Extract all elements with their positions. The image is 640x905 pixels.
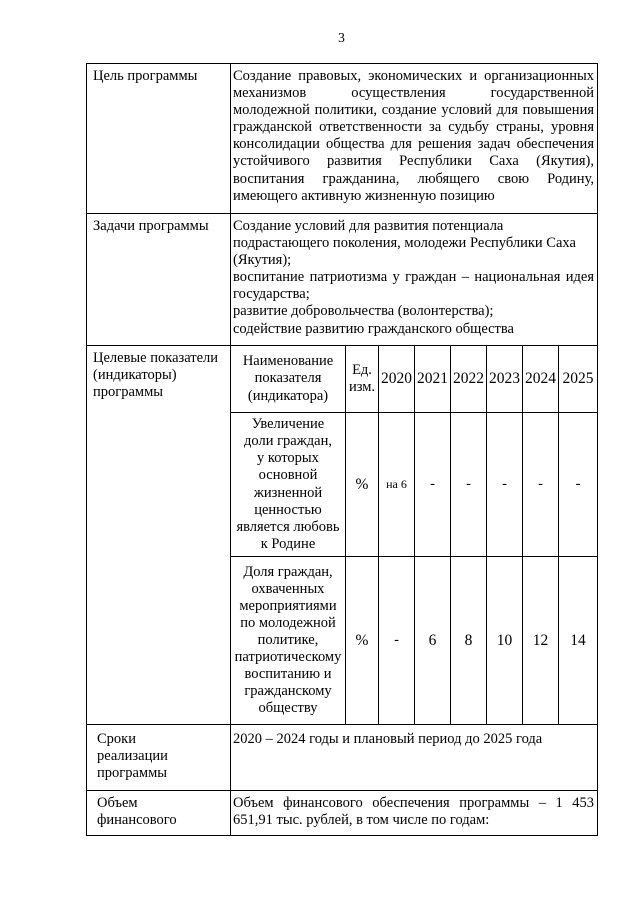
indicator-value-2025: 14 xyxy=(559,557,598,725)
terms-text-cell xyxy=(231,725,598,791)
indicator-unit-header xyxy=(346,346,379,413)
indicator-value-2023: - xyxy=(487,413,523,557)
tasks-text-line: воспитание патриотизма у граждан – национальная идея xyxy=(233,269,594,286)
tasks-row xyxy=(87,214,598,346)
indicator-name-line: жизненной xyxy=(253,484,323,501)
terms-text: 2020 – 2024 годы и плановый период до 2025 года xyxy=(233,731,543,747)
indicator-value-2025: - xyxy=(559,413,598,557)
goal-text-line: имеющего активную жизненную позицию xyxy=(233,187,495,204)
funding-label-line: Объем xyxy=(97,795,138,811)
indicator-name-line: политике, xyxy=(257,631,319,648)
tasks-text-line: Создание условий для развития потенциала xyxy=(233,218,504,234)
goal-text-line: Создание правовых, экономических и организационных xyxy=(233,68,594,84)
indicator-name-line: воспитанию и xyxy=(244,666,332,683)
indicator-value-2020: на 6 xyxy=(379,413,415,557)
tasks-text-cell xyxy=(231,214,598,346)
tasks-text-line: государства; xyxy=(233,286,310,303)
year-header-2022: 2022 xyxy=(451,346,487,413)
goal-text-line: механизмов осуществления государственной xyxy=(233,85,594,102)
indicator-name-line: Увеличение xyxy=(251,416,325,433)
tasks-text-line: содействие развитию гражданского общества xyxy=(233,320,514,337)
tasks-text-line: развитие добровольчества (волонтерства); xyxy=(233,303,494,320)
terms-label-cell xyxy=(87,725,231,791)
indicator-value-2021: 6 xyxy=(415,557,451,725)
funding-label-line: финансового xyxy=(97,812,177,829)
goal-text-line: устойчивого развития Республики Саха (Якутия), xyxy=(233,153,594,170)
indicator-name-header-line: (индикатора) xyxy=(247,387,329,404)
indicator-unit: % xyxy=(346,413,379,557)
indicator-name-line: по молодежной xyxy=(240,614,336,631)
indicators-header-row xyxy=(87,346,598,413)
page-number: 3 xyxy=(338,30,345,45)
funding-text-line: Объем финансового обеспечения программы – 1 453 xyxy=(233,795,594,811)
goal-text-line: гражданской ответственности за судьбу страны, уровня xyxy=(233,119,594,136)
funding-text-line: 651,91 тыс. рублей, в том числе по годам: xyxy=(233,812,490,829)
indicator-value-2022: - xyxy=(451,413,487,557)
terms-label-line: программы xyxy=(97,765,167,782)
indicator-unit-header-line: Ед. xyxy=(352,361,372,378)
tasks-text-line: подрастающего поколения, молодежи Республики Саха xyxy=(233,235,576,252)
year-header-2023: 2023 xyxy=(487,346,523,413)
funding-label-cell xyxy=(87,791,231,836)
indicator-unit-header-line: изм. xyxy=(348,379,376,395)
tasks-label-cell xyxy=(87,214,231,346)
indicator-value-2024: 12 xyxy=(523,557,559,725)
indicator-name-line: у которых xyxy=(257,450,319,467)
indicator-value-2021: - xyxy=(415,413,451,557)
indicator-name xyxy=(231,557,346,725)
funding-text-cell xyxy=(231,791,598,836)
indicator-name-header-line: Наименование xyxy=(242,353,334,370)
goal-text-line: молодежной политики, создание условий для повышения xyxy=(233,102,594,119)
indicators-label-line: Целевые показатели xyxy=(93,350,219,366)
terms-label-line: реализации xyxy=(97,748,168,765)
year-header-2025: 2025 xyxy=(559,346,598,413)
indicator-name-line: доли граждан, xyxy=(244,433,332,450)
indicator-name-line: основной xyxy=(258,467,318,484)
indicator-value-2022: 8 xyxy=(451,557,487,725)
goal-text-cell xyxy=(231,64,598,214)
goal-row xyxy=(87,64,598,214)
terms-row xyxy=(87,725,598,791)
indicator-name-line: обществу xyxy=(258,700,318,717)
indicator-name-header-line: показателя xyxy=(254,370,322,387)
tasks-text-line: (Якутия); xyxy=(233,252,292,269)
indicator-name xyxy=(231,413,346,557)
funding-row xyxy=(87,791,598,836)
goal-label: Цель программы xyxy=(93,68,198,84)
indicator-name-line: к Родине xyxy=(260,535,316,552)
indicator-unit: % xyxy=(346,557,379,725)
goal-text-line: консолидации общества для решения задач обеспечения xyxy=(233,136,594,153)
indicator-name-line: Доля граждан, xyxy=(243,563,333,580)
tasks-label: Задачи программы xyxy=(93,218,209,234)
year-header-2020: 2020 xyxy=(379,346,415,413)
goal-text-line: воспитания гражданина, любящего свою Родину, xyxy=(233,170,594,187)
indicator-name-line: охваченных xyxy=(251,580,325,597)
indicator-name-header xyxy=(231,346,346,413)
indicator-name-line: гражданскому xyxy=(244,683,332,700)
indicator-value-2020: - xyxy=(379,557,415,725)
indicators-label-cell xyxy=(87,346,231,725)
indicators-label-line: (индикаторы) xyxy=(93,367,177,384)
terms-label-line: Сроки xyxy=(97,731,136,747)
indicator-name-line: является любовь xyxy=(236,518,340,535)
year-header-2024: 2024 xyxy=(523,346,559,413)
indicator-name-line: патриотическому xyxy=(234,649,342,666)
indicator-name-line: ценностью xyxy=(254,501,322,518)
indicators-label-line: программы xyxy=(93,384,163,401)
indicator-value-2023: 10 xyxy=(487,557,523,725)
program-passport-table xyxy=(86,63,598,836)
goal-label-cell xyxy=(87,64,231,214)
year-header-2021: 2021 xyxy=(415,346,451,413)
indicator-value-2024: - xyxy=(523,413,559,557)
indicator-name-line: мероприятиями xyxy=(239,597,337,614)
